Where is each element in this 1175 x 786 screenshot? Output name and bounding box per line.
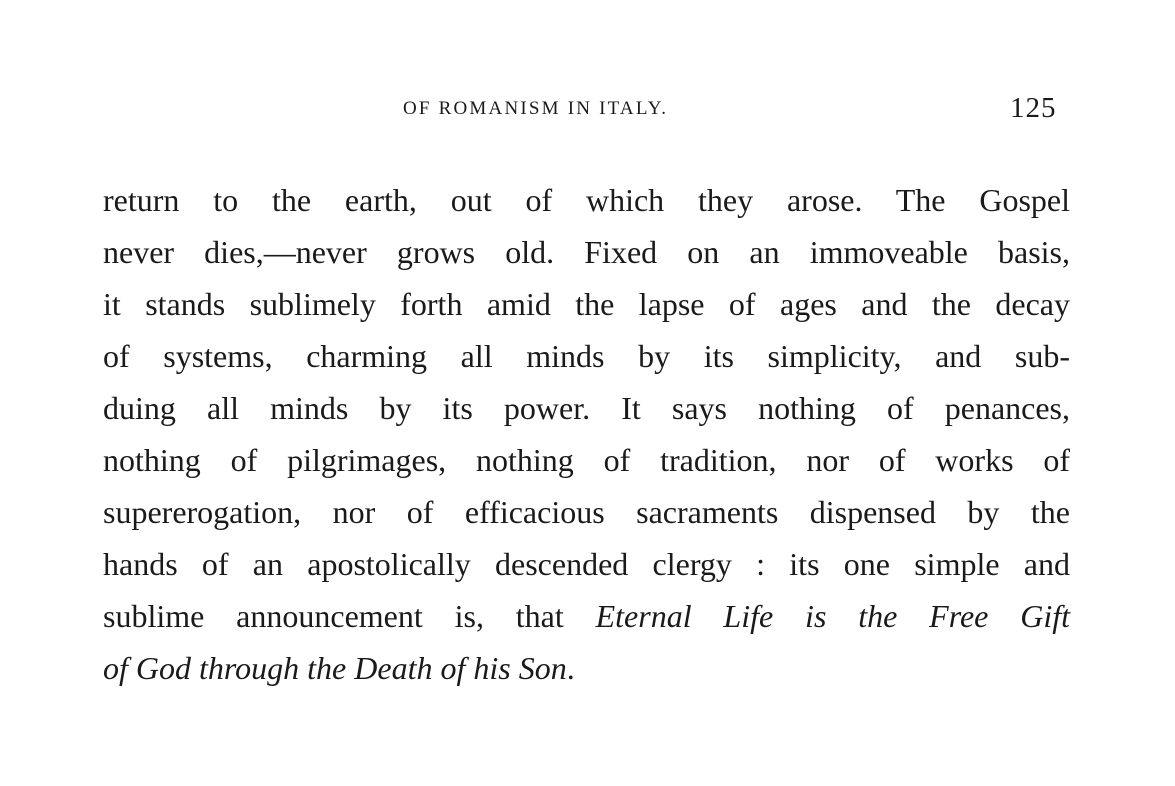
line-text: . xyxy=(566,650,575,686)
text-line xyxy=(103,278,1070,330)
text-line xyxy=(103,434,1070,486)
line-text: it stands sublimely forth amid the lapse of ages and the decay xyxy=(103,286,1070,322)
text-line xyxy=(103,538,1070,590)
line-text: nothing of pilgrimages, nothing of tradition, nor of works of xyxy=(103,442,1070,478)
text-line xyxy=(103,226,1070,278)
line-text: duing all minds by its power. It says nothing of penances, xyxy=(103,390,1070,426)
line-text: hands of an apostolically descended clergy : its one simple and xyxy=(103,546,1070,582)
line-text: return to the earth, out of which they arose. The Gospel xyxy=(103,182,1070,218)
text-line xyxy=(103,330,1070,382)
line-text: of systems, charming all minds by its simplicity, and sub- xyxy=(103,338,1070,374)
body-text xyxy=(103,174,1070,694)
text-line xyxy=(103,486,1070,538)
line-text: never dies,—never grows old. Fixed on an immoveable basis, xyxy=(103,234,1070,270)
line-text: sublime announcement is, that xyxy=(103,598,596,634)
running-head: OF ROMANISM IN ITALY. xyxy=(403,98,669,119)
text-line xyxy=(103,174,1070,226)
line-text: supererogation, nor of efficacious sacraments dispensed by the xyxy=(103,494,1070,530)
text-line xyxy=(103,590,1070,642)
text-line xyxy=(103,642,1070,694)
italic-phrase: Eternal Life is the Free Gift xyxy=(595,598,1071,634)
italic-phrase: of God through the Death of his Son xyxy=(103,650,567,686)
page-number: 125 xyxy=(1010,92,1057,124)
text-line xyxy=(103,382,1070,434)
